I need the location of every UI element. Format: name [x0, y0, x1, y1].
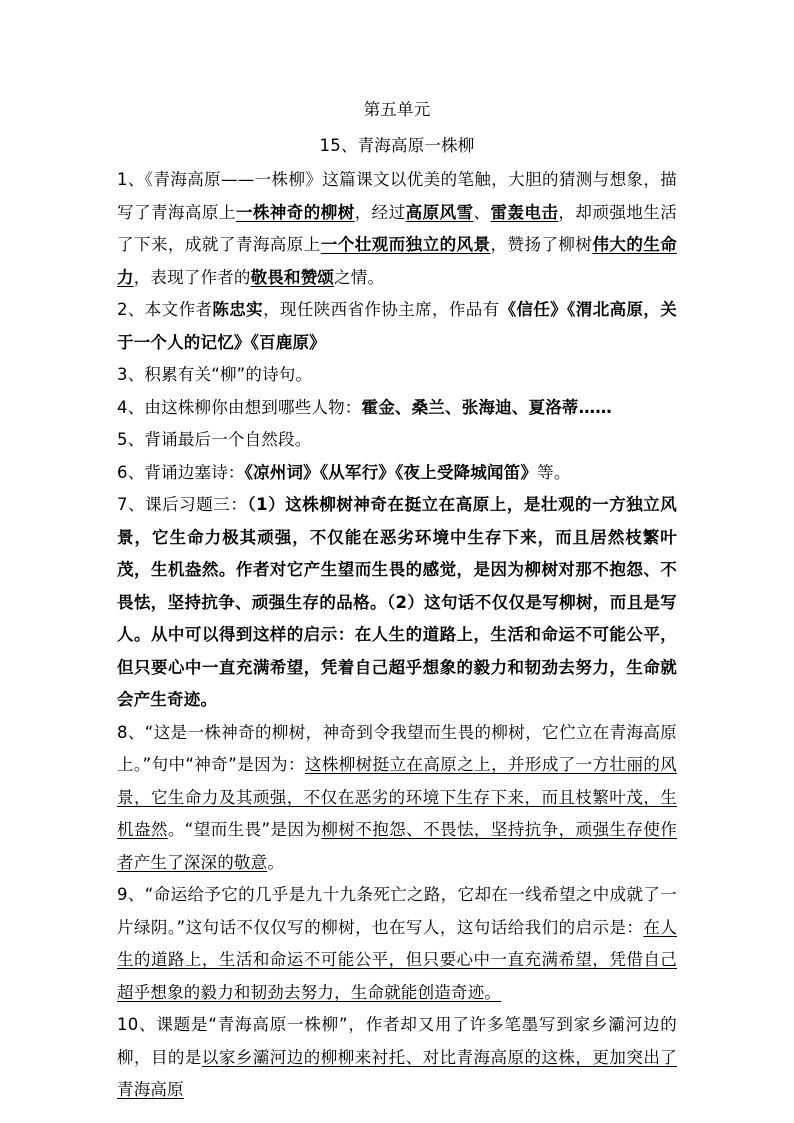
author-name: 陈忠实	[212, 300, 264, 319]
text: 。	[267, 852, 285, 872]
key-term: 敬畏和赞颂	[250, 267, 335, 287]
answer-underlined: 在人生的道路上，生活和命运不可能公平，但只要心中一直充满希望，凭借自己超乎想象的毅力和韧劲去努力，生命就能创造奇迹。	[117, 917, 677, 1002]
text: 、	[473, 202, 491, 222]
text: ，表现了作者的	[133, 267, 251, 287]
paragraph-6	[117, 457, 677, 490]
text: 10、课题是“青海高原一株柳”，作者却又用了许多笔墨写到家乡灞河边的柳，目的是	[117, 1015, 677, 1067]
text: 等。	[537, 462, 571, 482]
key-term: 一个壮观而独立的风景	[320, 235, 491, 254]
answer-text: （1）这株柳树神奇在挺立在高原上，是壮观的一方独立风景，它生命力极其顽强，不仅能在恶劣环境中生存下来，而且居然枝繁叶茂，生机盎然。作者对它产生望而生畏的感觉，是因为柳树对那不抱怨、不畏怯，坚持抗争、顽强生存的品格。（2）这句话不仅仅是写柳树，而且是写人。从中可以得到这样的启示：在人生的道路上，生活和命运不可能公平，但只要心中一直充满希望，凭着自己超乎想象的毅力和韧劲去努力，生命就会产生奇迹。	[117, 495, 677, 709]
text: 之情。	[334, 267, 385, 287]
paragraph-9	[117, 879, 677, 1009]
text: ，现任陕西省作协主席，作品有	[263, 300, 500, 319]
text: ，经过	[354, 202, 406, 222]
works-list: 《信任》《渭北高原，关于一个人的记忆》《百鹿原》	[117, 300, 677, 352]
paragraph-5: 5、背诵最后一个自然段。	[117, 430, 312, 449]
people-list: 霍金、桑兰、张海迪、夏洛蒂……	[361, 397, 612, 417]
text: ，却顽强地生活了下来，成就了青海高原上	[117, 202, 677, 254]
paragraph-8	[117, 717, 677, 880]
answer-underlined: 这株柳树挺立在高原之上，并形成了一方壮丽的风景，它生命力及其顽强，不仅在恶劣的环境下生存下来，而且枝繁叶茂，生机盎然	[117, 755, 677, 839]
paragraph-2	[117, 294, 677, 359]
text: 8、“这是一株神奇的柳树，神奇到令我望而生畏的柳树，它伫立在青海高原上。”句中“神奇”是因为：	[117, 722, 677, 774]
key-term: 伟大的生命力	[117, 235, 678, 287]
key-term: 一株神奇的柳树	[235, 202, 355, 222]
paragraph-1	[117, 164, 677, 294]
paragraph-3: 3、积累有关“柳”的诗句。	[117, 365, 313, 384]
document-page	[117, 92, 677, 1107]
text: 9、“命运给予它的几乎是九十九条死亡之路，它却在一线希望之中成就了一片绿阴。”这句话不仅仅写的柳树，也在写人，这句话给我们的启示是：	[117, 885, 677, 937]
lesson-title: 15、青海高原一株柳	[319, 136, 475, 155]
unit-title: 第五单元	[363, 100, 431, 119]
key-term: 高原风雪	[405, 202, 474, 222]
text: ，赞扬了柳树	[490, 235, 593, 254]
text: 6、背诵边塞诗：	[117, 462, 245, 482]
paragraph-4	[117, 392, 677, 425]
key-term: 雷轰电击	[490, 202, 559, 222]
answer-underlined: 以家乡灞河边的柳柳来衬托、对比青海高原的这株，更加突出了青海高原	[117, 1047, 677, 1099]
paragraph-10	[117, 1009, 677, 1107]
answer-underlined: 柳树不抱怨、不畏怯，坚持抗争，顽强生存使作者产生了深深的敬意	[117, 820, 677, 872]
text: 4、由这株柳你由想到哪些人物：	[117, 397, 362, 417]
text: 1、《青海高原——一株柳》这篇课文以优美的笔触，大胆的猜测与想象，描写了青海高原上	[117, 170, 677, 222]
poem-list: 《凉州词》《从军行》《夜上受降城闻笛》	[244, 462, 538, 482]
text: 2、本文作者	[117, 300, 213, 319]
text: 。“望而生畏”是因为	[167, 820, 322, 839]
text: 7、课后习题三：	[117, 495, 248, 514]
paragraph-7	[117, 489, 677, 717]
